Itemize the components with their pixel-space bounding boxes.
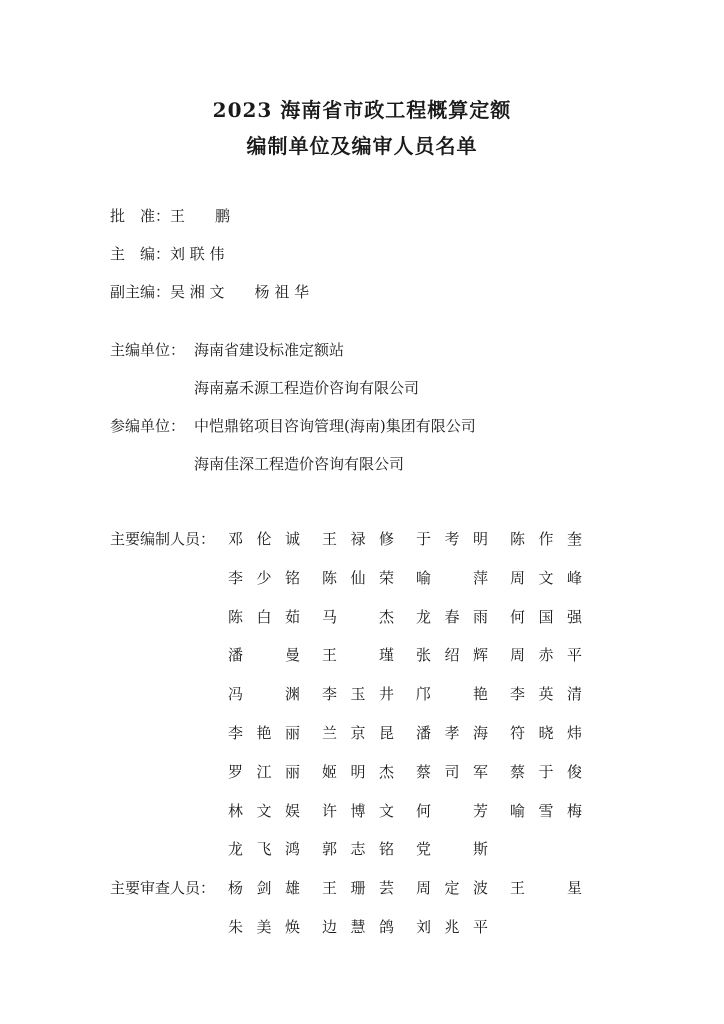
chief-editor-name: 刘 联 伟 — [170, 245, 225, 263]
approver-line — [110, 205, 230, 226]
deputy-editors-line — [110, 281, 309, 302]
document-title-line-2: 编制单位及编审人员名单 — [246, 134, 478, 158]
deputy-editors-label: 副主编： — [110, 283, 171, 301]
participating-units-label: 参编单位： — [110, 417, 186, 435]
lead-unit-1: 海南省建设标准定额站 — [194, 341, 345, 359]
person-name: 喻 雪 梅 — [510, 801, 582, 820]
participating-unit-1: 中恺鼎铭项目咨询管理(海南)集团有限公司 — [194, 417, 476, 435]
person-name: 王 珊 芸 — [322, 879, 394, 898]
chief-editor-label: 主 编： — [110, 245, 171, 263]
person-name: 刘 兆 平 — [416, 918, 488, 936]
person-name: 邝 艳 — [416, 685, 488, 704]
person-name: 李 英 清 — [510, 685, 582, 704]
person-name: 边 慧 鸽 — [322, 918, 394, 936]
approver-name: 王 鹏 — [170, 207, 231, 225]
lead-units-label: 主编单位： — [110, 341, 186, 359]
person-name: 兰 京 昆 — [322, 724, 394, 742]
person-name: 李 少 铭 — [228, 568, 300, 587]
person-name: 王 禄 修 — [322, 530, 394, 548]
document-title-line-1: 2023 海南省市政工程概算定额 — [212, 98, 512, 122]
person-name: 蔡 司 军 — [416, 762, 488, 781]
person-name: 朱 美 焕 — [228, 918, 300, 936]
person-name: 周 定 波 — [416, 879, 488, 898]
person-name: 冯 渊 — [228, 685, 300, 704]
person-name: 张 绍 辉 — [416, 646, 488, 665]
editors-label: 主要编制人员： — [110, 530, 216, 548]
lead-unit-2: 海南嘉禾源工程造价咨询有限公司 — [194, 379, 420, 397]
participating-unit-2: 海南佳深工程造价咨询有限公司 — [194, 455, 405, 473]
chief-editor-line — [110, 243, 225, 264]
person-name: 何 芳 — [416, 801, 488, 820]
participating-units-line — [110, 415, 476, 436]
person-name: 马 杰 — [322, 607, 394, 626]
deputy-editors-names: 吴 湘 文 杨 祖 华 — [170, 283, 310, 301]
lead-units-line — [110, 339, 344, 360]
person-name: 于 考 明 — [416, 530, 488, 548]
person-name: 林 文 娱 — [228, 801, 300, 820]
person-name: 杨 剑 雄 — [228, 879, 300, 898]
person-name: 陈 仙 荣 — [322, 568, 394, 587]
person-name: 陈 作 奎 — [510, 530, 582, 548]
person-name: 罗 江 丽 — [228, 762, 300, 781]
person-name: 王 瑾 — [322, 646, 394, 665]
person-name: 周 文 峰 — [510, 568, 582, 587]
person-name: 许 博 文 — [322, 801, 394, 820]
person-name: 蔡 于 俊 — [510, 762, 582, 781]
approver-label: 批 准： — [110, 207, 171, 225]
person-name: 姬 明 杰 — [322, 762, 394, 781]
person-name: 邓 伦 诚 — [228, 530, 300, 548]
person-name: 潘 孝 海 — [416, 724, 488, 742]
person-name: 李 玉 井 — [322, 685, 394, 704]
person-name: 龙 飞 鸿 — [228, 840, 300, 859]
person-name: 龙 春 雨 — [416, 607, 488, 626]
person-name: 李 艳 丽 — [228, 724, 300, 742]
person-name: 喻 萍 — [416, 568, 488, 587]
reviewers-label: 主要审查人员： — [110, 879, 216, 898]
person-name: 郭 志 铭 — [322, 840, 394, 859]
person-name: 王 星 — [510, 879, 582, 898]
person-name: 潘 曼 — [228, 646, 300, 665]
person-name: 党 斯 — [416, 840, 488, 859]
person-name: 陈 白 茹 — [228, 607, 300, 626]
person-name: 何 国 强 — [510, 607, 582, 626]
person-name: 周 赤 平 — [510, 646, 582, 665]
person-name: 符 晓 炜 — [510, 724, 582, 742]
